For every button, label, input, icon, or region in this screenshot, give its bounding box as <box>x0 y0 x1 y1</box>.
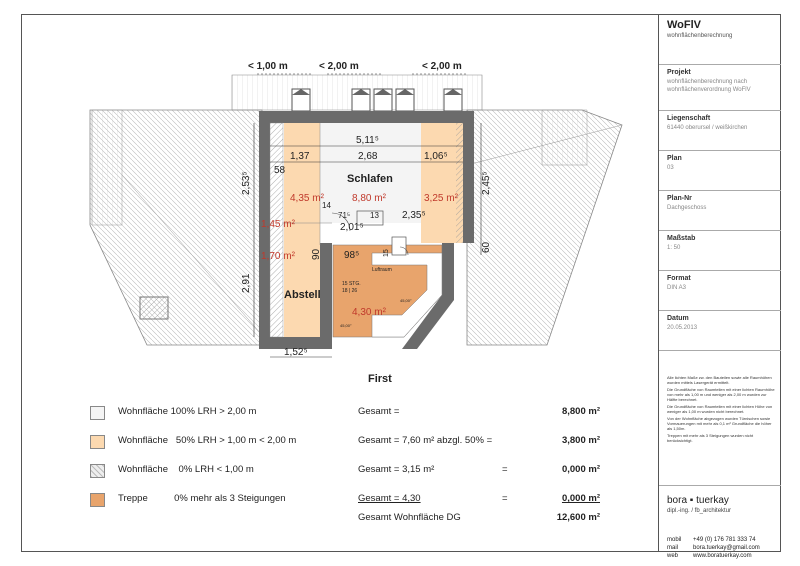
total-row <box>90 510 620 534</box>
legend-row <box>90 462 620 486</box>
room-first: First <box>368 373 392 385</box>
dim-1525: 1,52⁵ <box>284 347 308 358</box>
label-angle-2: 45,00° <box>340 323 352 328</box>
area-145: 1,45 m² <box>261 219 295 230</box>
section-massstab <box>659 231 781 271</box>
total-label: Gesamt Wohnfläche DG <box>358 512 461 523</box>
area-325: 3,25 m² <box>424 193 458 204</box>
dim-2535: 2,53⁵ <box>241 171 252 195</box>
title-block <box>658 15 780 559</box>
dim-985: 98⁵ <box>344 250 360 261</box>
note: Von der Wohnfläche abgezogen wurden Türnischen sowie Vormauerungen mit mehr als 0,1 m² Grundfläche die höher als 1,50m. <box>667 416 772 431</box>
datum-label: Datum <box>667 315 689 322</box>
legend-text: Wohnfläche 100% LRH > 2,00 m <box>118 406 257 417</box>
label-stg: 15 STG. <box>342 281 361 287</box>
contact <box>667 536 781 560</box>
notes <box>667 375 777 445</box>
brand-role: dipl.-ing. / fb_architektur <box>667 508 732 514</box>
legend-value: 0,000 m² <box>561 493 600 504</box>
area-435: 4,35 m² <box>290 193 324 204</box>
label-luftraum: Luftraum <box>372 267 392 273</box>
contact-mobil-label: mobil <box>667 537 682 543</box>
liegenschaft-label: Liegenschaft <box>667 115 711 122</box>
floor-plan <box>22 15 657 395</box>
legend-row <box>90 433 620 457</box>
legend-text: Treppe 0% mehr als 3 Steigungen <box>118 493 286 504</box>
label-angle-1: 45,00° <box>400 298 412 303</box>
dim-top-3: < 2,00 m <box>422 61 462 72</box>
legend-calc: Gesamt = 3,15 m² <box>358 464 435 475</box>
dim-137: 1,37 <box>290 151 310 162</box>
dim-15: 15 <box>383 249 390 257</box>
dim-268: 2,68 <box>358 151 378 162</box>
legend-value: 8,800 m² <box>561 406 600 417</box>
format-label: Format <box>667 275 691 282</box>
roof-left <box>90 110 262 345</box>
contact-mail-label: mail <box>667 545 679 551</box>
brand-name: bora ▪ tuerkay <box>667 495 729 506</box>
total-value: 12,600 m² <box>556 512 600 523</box>
dim-2455: 2,45⁵ <box>481 171 492 195</box>
legend-swatch <box>90 493 105 507</box>
plannr-label: Plan-Nr <box>667 195 692 202</box>
liegenschaft-value: 61440 oberursel / weißkirchen <box>667 125 748 131</box>
contact-mail-row <box>667 544 781 552</box>
legend-row <box>90 404 620 428</box>
area-880: 8,80 m² <box>352 193 386 204</box>
massstab-label: Maßstab <box>667 235 696 242</box>
section-liegenschaft <box>659 111 781 151</box>
legend-eq: = <box>502 464 508 475</box>
dim-291: 2,91 <box>241 273 252 293</box>
contact-mobil-row <box>667 536 781 544</box>
dim-5115: 5,11⁵ <box>356 135 379 146</box>
legend-calc: Gesamt = 4,30 <box>358 493 421 504</box>
app-title: WoFlV <box>667 19 702 31</box>
divider <box>659 485 781 486</box>
dim-58: 58 <box>274 165 286 176</box>
roof-top <box>232 75 482 111</box>
dim-top-1: < 1,00 m <box>248 61 288 72</box>
note: Alle lichten Maße zw. den Bauteilen sowie alle Raumhöhen wurden mittels Lasergerät ermittelt. <box>667 375 772 385</box>
room-abstell: Abstell <box>284 289 321 301</box>
legend-text: Wohnfläche 50% LRH > 1,00 m < 2,00 m <box>118 435 297 446</box>
dim-top-2: < 2,00 m <box>319 61 359 72</box>
dim-90: 90 <box>311 248 322 260</box>
dim-60: 60 <box>481 241 492 253</box>
roof-right <box>467 110 622 345</box>
label-stg-2: 18 | 26 <box>342 288 358 294</box>
datum-value: 20.05.2013 <box>667 325 698 331</box>
legend-calc: Gesamt = 7,60 m² abzgl. 50% = <box>358 435 493 446</box>
plannr-value: Dachgeschoss <box>667 205 707 211</box>
note: Treppen mit mehr als 3 Steigungen wurden nicht berücksichtigt. <box>667 433 754 443</box>
massstab-value: 1: 50 <box>667 245 681 251</box>
contact-mail[interactable]: bora.tuerkay@gmail.com <box>693 545 760 551</box>
area-430: 4,30 m² <box>352 307 386 318</box>
legend-value: 3,800 m² <box>561 435 600 446</box>
section-plan <box>659 151 781 191</box>
legend-eq: = <box>502 493 508 504</box>
section-datum <box>659 311 781 351</box>
plan-label: Plan <box>667 155 682 162</box>
legend-swatch <box>90 435 105 449</box>
legend-swatch <box>90 464 105 478</box>
note: Die Grundfläche von Raumteilen mit einer lichten Höhe von weniger als 1,00 m wurden nicht berechnet. <box>667 404 773 414</box>
format-value: DIN A3 <box>667 285 687 291</box>
projekt-value: wohnflächenberechnung nach wohnflächenverordnung WoFlV <box>667 79 751 93</box>
dim-1065: 1,06⁵ <box>424 151 448 162</box>
section-projekt <box>659 65 781 111</box>
dim-201: 2,01⁵ <box>340 222 364 233</box>
plan-value: 03 <box>667 165 674 171</box>
note: Die Grundfläche von Raumteilen mit einer lichten Raumhöhe von mehr als 1,00 m und weniger als 2,00 m wurden zur Hälfte berechnet. <box>667 387 775 402</box>
app-subtitle: wohnflächenberechnung <box>667 33 733 39</box>
contact-web-row <box>667 552 781 560</box>
legend-calc: Gesamt = <box>358 406 400 417</box>
section-format <box>659 271 781 311</box>
section-plannr <box>659 191 781 231</box>
brand <box>667 495 777 514</box>
area-170: 1,70 m² <box>261 251 295 262</box>
section-app <box>659 15 781 65</box>
dim-14: 14 <box>322 201 331 210</box>
dim-715: 71⁵ <box>338 211 351 220</box>
legend-text: Wohnfläche 0% LRH < 1,00 m <box>118 464 254 475</box>
room-schlafen: Schlafen <box>347 173 393 185</box>
dim-13: 13 <box>370 211 379 220</box>
legend-swatch <box>90 406 105 420</box>
contact-web[interactable]: www.boratuerkay.com <box>693 553 752 559</box>
contact-mobil[interactable]: +49 (0) 176 781 333 74 <box>693 537 756 543</box>
contact-web-label: web <box>667 553 679 559</box>
projekt-label: Projekt <box>667 69 691 76</box>
legend-value: 0,000 m² <box>561 464 600 475</box>
dim-2355: 2,35⁵ <box>402 210 426 221</box>
